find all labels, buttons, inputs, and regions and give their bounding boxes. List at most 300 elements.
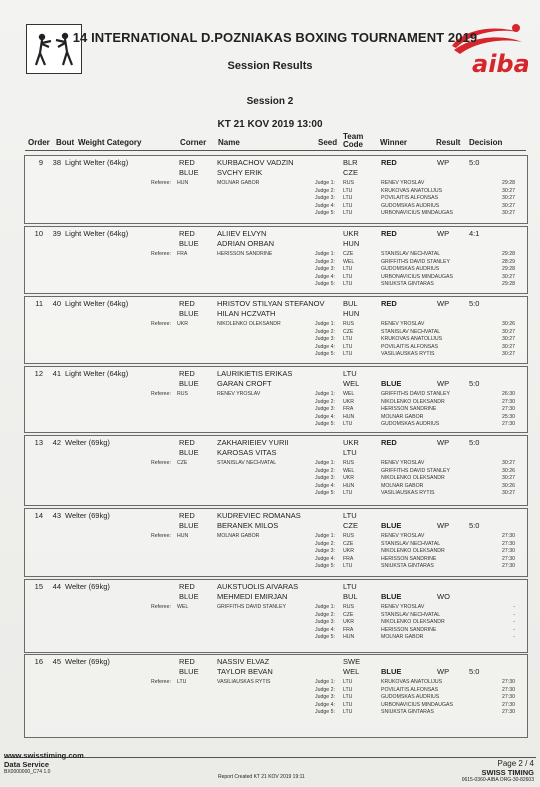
winner-corner: BLUE <box>381 379 402 388</box>
referee-name: MOLNAR GABOR <box>217 180 260 186</box>
judge-name: GUDOMSKAS AUDRIUS <box>381 694 440 700</box>
decision-score: 5:0 <box>469 521 480 530</box>
result-type: WP <box>437 158 450 167</box>
red-team-code: UKR <box>343 229 359 238</box>
judge-name: GRIFFITHS DAVID STANLEY <box>381 391 450 397</box>
result-type: WP <box>437 299 450 308</box>
judge-name: SNIUKSTA GINTARAS <box>381 709 434 715</box>
judge-name: VASILIAUSKAS RYTIS <box>381 351 435 357</box>
judge-score: 30:27 <box>502 273 515 280</box>
bout-block <box>24 366 528 433</box>
winner-corner: BLUE <box>381 667 402 676</box>
judge-score: 30:27 <box>502 187 515 194</box>
red-boxer-name: KURBACHOV VADZIN <box>217 158 294 167</box>
bout-block <box>24 155 528 224</box>
judge-label: Judge 1: <box>315 679 335 685</box>
corner-red: RED <box>179 299 195 308</box>
referee-name: MOLNAR GABOR <box>217 533 260 539</box>
judge-name: HERISSON SANDRINE <box>381 555 437 562</box>
judge-team: CZE <box>343 611 354 618</box>
judge-score: 30:27 <box>502 475 515 481</box>
bout-order: 14 <box>34 511 43 520</box>
bout-block <box>24 296 528 364</box>
bout-order: 11 <box>35 299 43 308</box>
footer-report-created: Report Created KT 21 KOV 2019 19:11 <box>218 774 305 780</box>
judge-label: Judge 3: <box>315 694 335 700</box>
judge-label: Judge 3: <box>315 406 335 412</box>
judge-name: NIKOLENKO OLEKSANDR <box>381 619 445 625</box>
judge-team: RUS <box>343 604 354 610</box>
header-divider <box>25 150 526 151</box>
judge-name: NIKOLENKO OLEKSANDR <box>381 475 445 481</box>
corner-red: RED <box>179 158 195 167</box>
bout-number: 38 <box>52 158 61 167</box>
judge-name: SNIUKSTA GINTARAS <box>381 563 434 569</box>
judge-label: Judge 1: <box>315 180 335 186</box>
bout-block <box>24 226 528 294</box>
bout-number: 41 <box>52 369 61 378</box>
judge-name: HERISSON SANDRINE <box>381 406 437 412</box>
judge-name: MOLNAR GABOR <box>381 634 424 640</box>
judge-label: Judge 2: <box>315 467 335 474</box>
result-type: WO <box>437 592 450 601</box>
judge-label: Judge 5: <box>315 490 335 496</box>
session-label: Session 2 <box>246 96 294 107</box>
judge-label: Judge 4: <box>315 626 335 633</box>
red-team-code: LTU <box>343 369 357 378</box>
judge-label: Judge 5: <box>315 563 335 569</box>
judge-score: 27:30 <box>502 548 515 554</box>
blue-boxer-name: TAYLOR BEVAN <box>217 667 273 676</box>
judge-label: Judge 4: <box>315 701 335 708</box>
col-order: Order <box>28 138 50 147</box>
blue-boxer-name: GARAN CROFT <box>217 379 272 388</box>
col-bout: Bout <box>56 138 75 147</box>
judge-label: Judge 1: <box>315 460 335 466</box>
referee-name: HERISSON SANDRINE <box>217 251 273 257</box>
judge-team: CZE <box>343 540 354 547</box>
judge-name: POVILAITIS ALFONSAS <box>381 195 439 201</box>
corner-blue: BLUE <box>179 521 199 530</box>
decision-score: 5:0 <box>469 158 480 167</box>
bout-order: 16 <box>34 657 43 666</box>
judge-label: Judge 4: <box>315 482 335 489</box>
blue-team-code: WEL <box>343 379 360 388</box>
referee-team: HUN <box>177 180 189 186</box>
judge-team: LTU <box>343 281 353 287</box>
referee-label: Referee: <box>151 604 171 610</box>
referee-name: NIKOLENKO OLEKSANDR <box>217 321 281 327</box>
referee-team: RUS <box>177 391 188 397</box>
corner-red: RED <box>179 369 195 378</box>
judge-name: KRUKOVAS ANATOLIJUS <box>381 336 443 342</box>
footer-data-service: Data Service <box>4 760 50 769</box>
footer-page-number: Page 2 / 4 <box>497 759 534 768</box>
referee-team: CZE <box>177 460 188 466</box>
judge-name: RENEV YROSLAV <box>381 180 425 186</box>
blue-team-code: CZE <box>343 521 358 530</box>
judge-score: 30:27 <box>502 328 515 335</box>
judge-team: LTU <box>343 701 353 708</box>
judge-team: CZE <box>343 328 354 335</box>
decision-score: 5:0 <box>469 667 480 676</box>
judge-score: 30:27 <box>502 202 515 209</box>
aiba-wordmark: aiba <box>472 50 528 76</box>
decision-score: 4:1 <box>469 229 480 238</box>
tournament-title: 14 INTERNATIONAL D.POZNIAKAS BOXING TOURNAMENT 2019 <box>72 30 478 45</box>
judge-score: 27:30 <box>502 555 515 562</box>
judge-label: Judge 3: <box>315 475 335 481</box>
judge-team: LTU <box>343 343 353 350</box>
judge-team: RUS <box>343 460 354 466</box>
judge-score: 30:27 <box>502 195 515 201</box>
judge-label: Judge 1: <box>315 391 335 397</box>
judge-score: 30:27 <box>502 490 515 496</box>
corner-red: RED <box>179 438 195 447</box>
judge-team: UKR <box>343 619 354 625</box>
judge-team: FRA <box>343 406 354 412</box>
result-type: WP <box>437 667 450 676</box>
judge-score: 30:26 <box>502 321 515 327</box>
judge-name: STANISLAV NECHVATAL <box>381 328 441 335</box>
bout-order: 15 <box>34 582 43 591</box>
judge-score: 29:28 <box>502 180 515 186</box>
judge-team: RUS <box>343 533 354 539</box>
blue-boxer-name: ADRIAN ORBAN <box>217 239 275 248</box>
bout-number: 45 <box>52 657 61 666</box>
blue-boxer-name: SVCHY ERIK <box>217 168 263 177</box>
blue-boxer-name: MEHMEDI EMIRJAN <box>217 592 288 601</box>
judge-label: Judge 2: <box>315 611 335 618</box>
judge-team: WEL <box>343 467 355 474</box>
judge-label: Judge 4: <box>315 202 335 209</box>
judge-name: URBONAVICIUS MINDAUGAS <box>381 273 453 280</box>
judge-name: GUDOMSKAS AUDRIUS <box>381 202 440 209</box>
judge-team: UKR <box>343 475 354 481</box>
judge-name: RENEV YROSLAV <box>381 533 425 539</box>
judge-team: HUN <box>343 634 355 640</box>
weight-category: Light Welter (64kg) <box>65 299 129 308</box>
judge-score: 27:30 <box>502 421 515 427</box>
judge-name: GRIFFITHS DAVID STANLEY <box>381 467 450 474</box>
red-team-code: BUL <box>343 299 358 308</box>
blue-team-code: HUN <box>343 239 360 248</box>
blue-boxer-name: BERANEK MILOS <box>217 521 279 530</box>
blue-boxer-name: HILAN HCZVATH <box>217 309 276 318</box>
referee-name: VASILIAUSKAS RYTIS <box>217 679 271 685</box>
judge-label: Judge 4: <box>315 413 335 420</box>
judge-label: Judge 5: <box>315 210 335 216</box>
red-team-code: LTU <box>343 511 357 520</box>
bout-block <box>24 579 528 653</box>
red-team-code: BLR <box>343 158 358 167</box>
judge-team: WEL <box>343 391 355 397</box>
blue-team-code: LTU <box>343 448 357 457</box>
judge-team: LTU <box>343 421 353 427</box>
bout-order: 10 <box>34 229 43 238</box>
col-weight: Weight Category <box>78 138 142 147</box>
judge-name: STANISLAV NECHVATAL <box>381 251 441 257</box>
bout-order: 12 <box>34 369 43 378</box>
winner-corner: RED <box>381 438 397 447</box>
judge-score: 30:27 <box>502 343 515 350</box>
col-name: Name <box>218 138 240 147</box>
referee-name: STANISLAV NECHVATAL <box>217 460 277 466</box>
col-corner: Corner <box>180 138 207 147</box>
judge-label: Judge 5: <box>315 709 335 715</box>
footer-website: www.swisstiming.com <box>4 751 84 760</box>
judge-name: URBONAVICIUS MINDAUGAS <box>381 210 453 216</box>
judge-label: Judge 2: <box>315 686 335 693</box>
judge-score: 27:30 <box>502 406 515 412</box>
footer-brand: SWISS TIMING <box>481 768 534 777</box>
referee-team: FRA <box>177 251 188 257</box>
blue-team-code: HUN <box>343 309 360 318</box>
red-boxer-name: ALIIEV ELVYN <box>217 229 267 238</box>
judge-name: POVILAITIS ALFONSAS <box>381 686 439 693</box>
corner-red: RED <box>179 657 195 666</box>
judge-score: 30:27 <box>502 460 515 466</box>
judge-team: FRA <box>343 555 354 562</box>
blue-team-code: BUL <box>343 592 358 601</box>
judge-name: KRUKOVAS ANATOLIJUS <box>381 187 443 194</box>
referee-label: Referee: <box>151 533 171 539</box>
bout-block <box>24 654 528 738</box>
corner-blue: BLUE <box>179 309 199 318</box>
judge-team: LTU <box>343 210 353 216</box>
corner-blue: BLUE <box>179 239 199 248</box>
red-boxer-name: LAURIKIETIS ERIKAS <box>217 369 293 378</box>
corner-red: RED <box>179 511 195 520</box>
referee-label: Referee: <box>151 251 171 257</box>
referee-team: HUN <box>177 533 189 539</box>
judge-score: - <box>513 619 515 625</box>
judge-label: Judge 4: <box>315 343 335 350</box>
blue-boxer-name: KAROSAS VITAS <box>217 448 277 457</box>
corner-blue: BLUE <box>179 168 199 177</box>
judge-score: 27:30 <box>502 694 515 700</box>
weight-category: Welter (69kg) <box>65 582 110 591</box>
judge-score: 30:26 <box>502 467 515 474</box>
bout-number: 39 <box>52 229 61 238</box>
judge-name: RENEV YROSLAV <box>381 321 425 327</box>
weight-category: Light Welter (64kg) <box>65 229 129 238</box>
decision-score: 5:0 <box>469 379 480 388</box>
judge-team: LTU <box>343 273 353 280</box>
judge-label: Judge 2: <box>315 540 335 547</box>
judge-score: 27:30 <box>502 679 515 685</box>
referee-name: GRIFFITHS DAVID STANLEY <box>217 604 286 610</box>
col-result: Result <box>436 138 461 147</box>
judge-score: 27:30 <box>502 540 515 547</box>
judge-label: Judge 1: <box>315 251 335 257</box>
red-team-code: SWE <box>343 657 361 666</box>
judge-score: 27:30 <box>502 709 515 715</box>
red-team-code: LTU <box>343 582 357 591</box>
judge-score: - <box>513 634 515 640</box>
judge-team: CZE <box>343 251 354 257</box>
judge-team: HUN <box>343 482 355 489</box>
footer-code-right: 0615-0360-AIBA ORG-30-82603 <box>461 777 534 783</box>
judge-team: RUS <box>343 321 354 327</box>
corner-blue: BLUE <box>179 379 199 388</box>
bout-block <box>24 508 528 577</box>
judge-team: FRA <box>343 626 354 633</box>
corner-red: RED <box>179 229 195 238</box>
judge-name: VASILIAUSKAS RYTIS <box>381 490 435 496</box>
winner-corner: BLUE <box>381 521 402 530</box>
judge-team: RUS <box>343 180 354 186</box>
bout-order: 13 <box>34 438 43 447</box>
winner-corner: RED <box>381 229 397 238</box>
weight-category: Welter (69kg) <box>65 511 110 520</box>
judge-name: GUDOMSKAS AUDRIUS <box>381 266 440 272</box>
judge-score: 29:28 <box>502 281 515 287</box>
judge-label: Judge 3: <box>315 548 335 554</box>
footer-code-left: BX0000000_C74 1.0 <box>4 769 51 775</box>
judge-name: GRIFFITHS DAVID STANLEY <box>381 258 450 265</box>
corner-blue: BLUE <box>179 592 199 601</box>
judge-label: Judge 5: <box>315 421 335 427</box>
result-type: WP <box>437 379 450 388</box>
judge-team: UKR <box>343 398 354 405</box>
judge-label: Judge 5: <box>315 634 335 640</box>
col-seed: Seed <box>318 138 338 147</box>
judge-score: 29:28 <box>502 251 515 257</box>
referee-label: Referee: <box>151 321 171 327</box>
judge-name: STANISLAV NECHVATAL <box>381 540 441 547</box>
red-boxer-name: AUKSTUOLIS AIVARAS <box>217 582 299 591</box>
judge-name: KRUKOVAS ANATOLIJUS <box>381 679 443 685</box>
red-boxer-name: ZAKHARIEIEV YURII <box>217 438 289 447</box>
judge-name: NIKOLENKO OLEKSANDR <box>381 398 445 405</box>
judge-name: MOLNAR GABOR <box>381 413 424 420</box>
judge-label: Judge 2: <box>315 328 335 335</box>
bout-order: 9 <box>38 158 43 167</box>
referee-label: Referee: <box>151 180 171 186</box>
weight-category: Light Welter (64kg) <box>65 158 129 167</box>
judge-name: RENEV YROSLAV <box>381 460 425 466</box>
judge-score: 25:30 <box>502 413 515 420</box>
judge-name: POVILAITIS ALFONSAS <box>381 343 439 350</box>
judge-score: 30:27 <box>502 336 515 342</box>
bout-block <box>24 435 528 506</box>
judge-label: Judge 4: <box>315 555 335 562</box>
judge-label: Judge 2: <box>315 187 335 194</box>
referee-team: WEL <box>177 604 189 610</box>
referee-label: Referee: <box>151 679 171 685</box>
judge-label: Judge 3: <box>315 336 335 342</box>
corner-red: RED <box>179 582 195 591</box>
red-boxer-name: NASSIV ELVAZ <box>217 657 270 666</box>
judge-name: URBONAVICIUS MINDAUGAS <box>381 701 453 708</box>
judge-label: Judge 4: <box>315 273 335 280</box>
judge-label: Judge 3: <box>315 619 335 625</box>
result-type: WP <box>437 438 450 447</box>
corner-blue: BLUE <box>179 667 199 676</box>
session-datetime: KT 21 KOV 2019 13:00 <box>217 119 323 130</box>
judge-score: 27:30 <box>502 701 515 708</box>
col-team-code: Team Code <box>343 132 364 149</box>
judge-team: LTU <box>343 266 353 272</box>
judge-score: - <box>513 611 515 618</box>
judge-label: Judge 5: <box>315 351 335 357</box>
judge-score: 27:30 <box>502 563 515 569</box>
referee-label: Referee: <box>151 460 171 466</box>
judge-name: GUDOMSKAS AUDRIUS <box>381 421 440 427</box>
blue-team-code: CZE <box>343 168 358 177</box>
winner-corner: BLUE <box>381 592 402 601</box>
winner-corner: RED <box>381 299 397 308</box>
col-winner: Winner <box>380 138 408 147</box>
weight-category: Welter (69kg) <box>65 438 110 447</box>
result-type: WP <box>437 521 450 530</box>
red-boxer-name: HRISTOV STILYAN STEFANOV <box>217 299 325 308</box>
judge-label: Judge 1: <box>315 321 335 327</box>
blue-team-code: WEL <box>343 667 360 676</box>
judge-score: 30:26 <box>502 482 515 489</box>
judge-team: WEL <box>343 258 355 265</box>
judge-name: HERISSON SANDRINE <box>381 626 437 633</box>
col-decision: Decision <box>469 138 503 147</box>
judge-score: 29:28 <box>502 266 515 272</box>
judge-label: Judge 1: <box>315 604 335 610</box>
judge-label: Judge 3: <box>315 195 335 201</box>
judge-label: Judge 3: <box>315 266 335 272</box>
judge-name: NIKOLENKO OLEKSANDR <box>381 548 445 554</box>
judge-team: LTU <box>343 195 353 201</box>
judge-name: MOLNAR GABOR <box>381 482 424 489</box>
corner-blue: BLUE <box>179 448 199 457</box>
judge-team: LTU <box>343 351 353 357</box>
judge-score: 30:27 <box>502 351 515 357</box>
judge-score: 27:30 <box>502 398 515 405</box>
judge-team: LTU <box>343 202 353 209</box>
judge-team: LTU <box>343 336 353 342</box>
referee-team: LTU <box>177 679 187 685</box>
judge-label: Judge 2: <box>315 398 335 405</box>
judge-team: LTU <box>343 709 353 715</box>
session-results-subtitle: Session Results <box>227 60 313 72</box>
bout-number: 43 <box>52 511 61 520</box>
referee-team: UKR <box>177 321 188 327</box>
referee-label: Referee: <box>151 391 171 397</box>
judge-score: 26:30 <box>502 391 515 397</box>
judge-score: 27:30 <box>502 686 515 693</box>
judge-label: Judge 5: <box>315 281 335 287</box>
judge-team: LTU <box>343 679 353 685</box>
decision-score: 5:0 <box>469 299 480 308</box>
judge-score: 30:27 <box>502 210 515 216</box>
referee-name: RENEV YROSLAV <box>217 391 261 397</box>
judge-team: LTU <box>343 686 353 693</box>
judge-label: Judge 1: <box>315 533 335 539</box>
bout-number: 42 <box>52 438 61 447</box>
judge-score: - <box>513 604 515 610</box>
judge-team: UKR <box>343 548 354 554</box>
judge-score: 27:30 <box>502 533 515 539</box>
bout-number: 40 <box>52 299 61 308</box>
judge-score: 28:29 <box>502 258 515 265</box>
red-boxer-name: KUDREVIEC ROMANAS <box>217 511 301 520</box>
weight-category: Welter (69kg) <box>65 657 110 666</box>
judge-team: LTU <box>343 490 353 496</box>
judge-score: - <box>513 626 515 633</box>
judge-name: RENEV YROSLAV <box>381 604 425 610</box>
decision-score: 5:0 <box>469 438 480 447</box>
red-team-code: UKR <box>343 438 359 447</box>
winner-corner: RED <box>381 158 397 167</box>
